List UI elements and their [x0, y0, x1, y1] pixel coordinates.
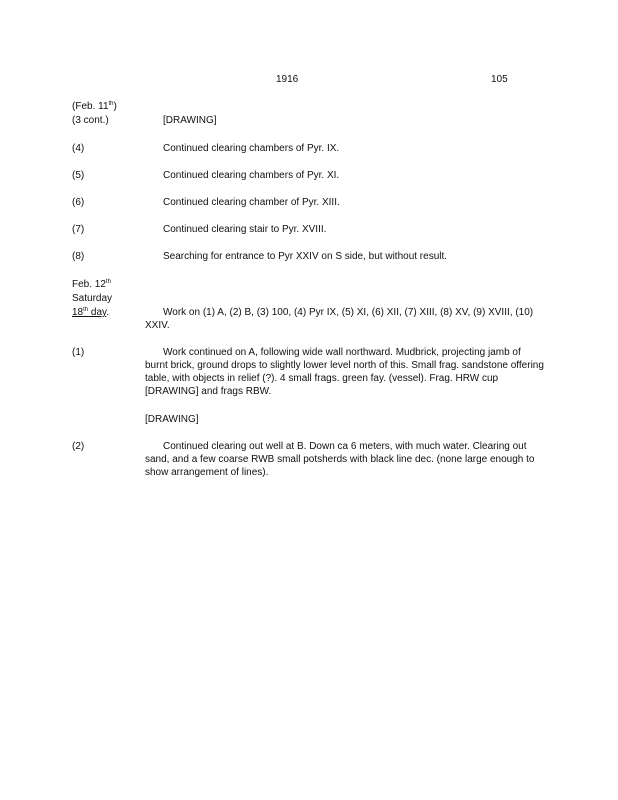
entry-number: (7): [72, 224, 85, 235]
page-number: 105: [491, 74, 508, 85]
entry-text: Continued clearing stair to Pyr. XVIII.: [163, 224, 327, 235]
day-weekday: Saturday: [72, 293, 113, 304]
entry-text: Continued clearing chambers of Pyr. IX.: [163, 143, 340, 154]
drawing-placeholder: [DRAWING]: [145, 414, 199, 425]
day-date: Feb. 12th: [72, 279, 111, 290]
entry-text: Continued clearing out well at B. Down ca 6 meters, with much water. Clearing out sand, and a few coarse RWB small potsherds with black line dec. (none large enough to show arrangement of lines).: [145, 441, 535, 478]
day-count: 18th day.: [72, 307, 110, 318]
continued-label: (3 cont.): [72, 115, 109, 126]
entry-number: (8): [72, 251, 85, 262]
entry-text: Continued clearing chamber of Pyr. XIII.: [163, 197, 340, 208]
entry-number: (5): [72, 170, 85, 181]
continued-date: (Feb. 11th): [72, 101, 117, 112]
entry-number: (1): [72, 347, 85, 358]
entry-text: Work continued on A, following wide wall northward. Mudbrick, projecting jamb of burnt brick, ground drops to slightly lower level north of this. Small frag. sandstone offering table, with objects in relief (?). 4 small frags. green fay. (vessel). Frag. HRW cup [DRAWING] and frags RBW.: [145, 347, 544, 397]
page-year: 1916: [276, 74, 299, 85]
entry-text: Continued clearing chambers of Pyr. XI.: [163, 170, 340, 181]
drawing-placeholder: [DRAWING]: [163, 115, 217, 126]
entry-number: (2): [72, 441, 85, 452]
entry-number: (4): [72, 143, 85, 154]
day-summary: Work on (1) A, (2) B, (3) 100, (4) Pyr IX, (5) XI, (6) XII, (7) XIII, (8) XV, (9) XVIII, (10) XXIV.: [145, 307, 534, 331]
entry-number: (6): [72, 197, 85, 208]
entry-text: Searching for entrance to Pyr XXIV on S side, but without result.: [163, 251, 448, 262]
